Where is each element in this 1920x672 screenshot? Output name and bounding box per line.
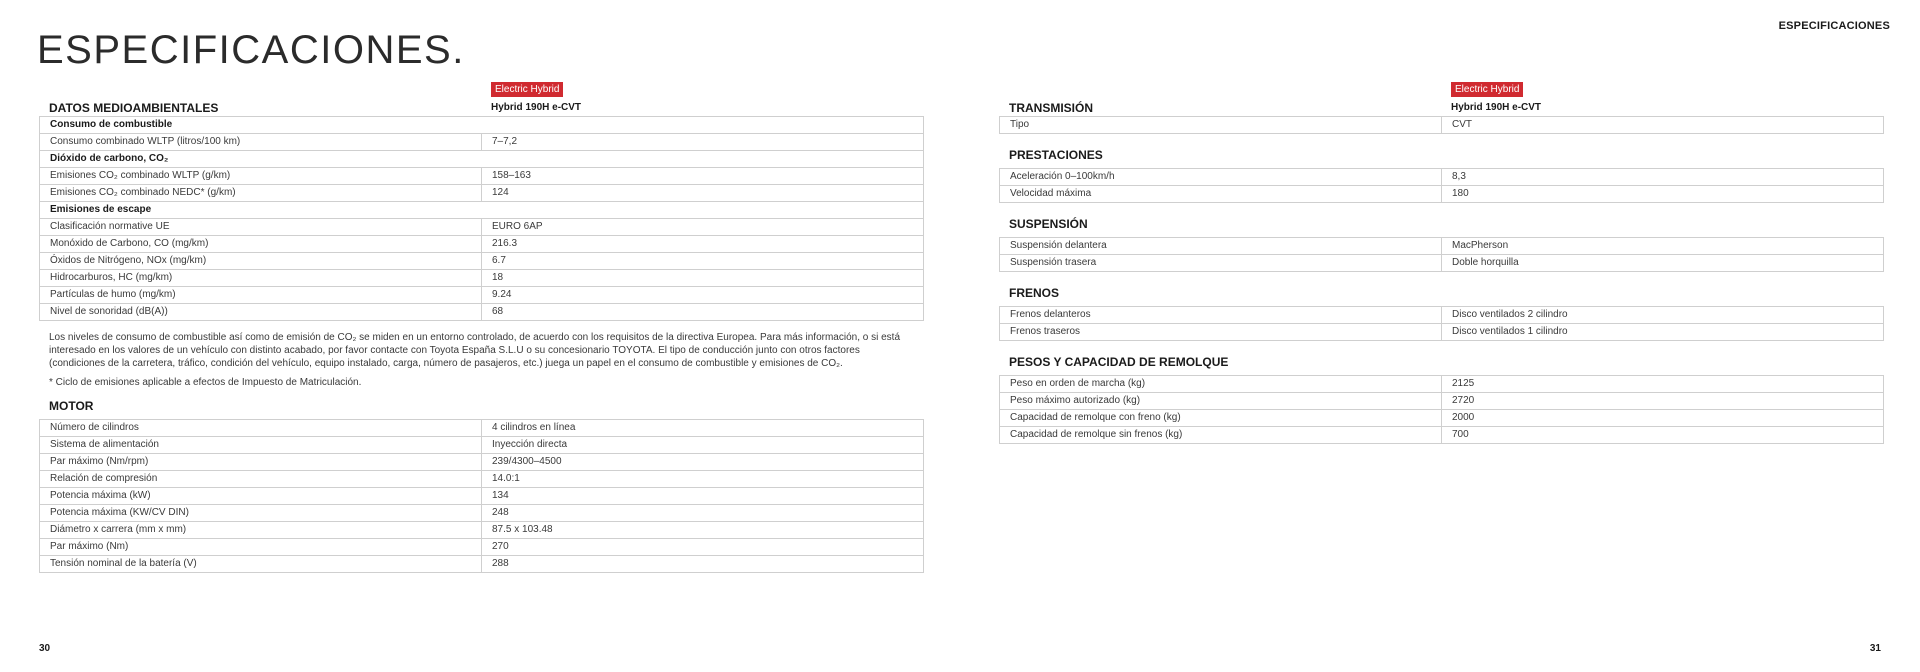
table-row <box>40 134 924 151</box>
spec-value: 216.3 <box>482 236 924 253</box>
page-title: ESPECIFICACIONES. <box>37 28 465 72</box>
spec-label: Relación de compresión <box>40 471 482 488</box>
spec-value: 7–7,2 <box>482 134 924 151</box>
spec-label: Potencia máxima (KW/CV DIN) <box>40 505 482 522</box>
table-row <box>1000 169 1884 186</box>
spec-label: Consumo combinado WLTP (litros/100 km) <box>40 134 482 151</box>
table-subheader-row <box>40 151 924 168</box>
table-row <box>40 253 924 270</box>
section-title-performance: PRESTACIONES <box>1009 148 1103 162</box>
spec-value: 288 <box>482 556 924 573</box>
spec-label: Emisiones CO₂ combinado WLTP (g/km) <box>40 168 482 185</box>
variant-label: Hybrid 190H e-CVT <box>1451 102 1542 113</box>
spec-label: Partículas de humo (mg/km) <box>40 287 482 304</box>
spec-label: Diámetro x carrera (mm x mm) <box>40 522 482 539</box>
spec-label: Suspensión trasera <box>1000 255 1442 272</box>
table-row <box>1000 376 1884 393</box>
spec-label: Nivel de sonoridad (dB(A)) <box>40 304 482 321</box>
environmental-header <box>39 82 924 116</box>
spec-value: 248 <box>482 505 924 522</box>
spec-label: Clasificación normative UE <box>40 219 482 236</box>
left-page <box>39 82 924 573</box>
spec-label: Frenos traseros <box>1000 324 1442 341</box>
weights-table <box>999 375 1884 444</box>
table-row <box>40 270 924 287</box>
nedc-footnote: * Ciclo de emisiones aplicable a efectos de Impuesto de Matriculación. <box>49 377 362 388</box>
table-row <box>1000 117 1884 134</box>
electric-hybrid-badge: Electric Hybrid <box>491 82 563 97</box>
spec-value: 9.24 <box>482 287 924 304</box>
spec-label: Tensión nominal de la batería (V) <box>40 556 482 573</box>
spec-value: 700 <box>1442 427 1884 444</box>
right-page <box>999 82 1884 444</box>
spec-value: CVT <box>1442 117 1884 134</box>
section-title-transmission: TRANSMISIÓN <box>1009 101 1093 115</box>
weights-section <box>999 355 1884 444</box>
suspension-table <box>999 237 1884 272</box>
suspension-section <box>999 217 1884 272</box>
variant-label: Hybrid 190H e-CVT <box>491 102 582 113</box>
section-title-suspension: SUSPENSIÓN <box>1009 217 1088 231</box>
spec-value: 87.5 x 103.48 <box>482 522 924 539</box>
table-row <box>40 488 924 505</box>
spec-value: 14.0:1 <box>482 471 924 488</box>
spec-value: 68 <box>482 304 924 321</box>
table-row <box>40 522 924 539</box>
table-row <box>40 185 924 202</box>
spec-label: Suspensión delantera <box>1000 238 1442 255</box>
spec-label: Óxidos de Nitrógeno, NOx (mg/km) <box>40 253 482 270</box>
page-number-right: 31 <box>1869 643 1881 654</box>
table-row <box>40 505 924 522</box>
brakes-section <box>999 286 1884 341</box>
table-row <box>1000 255 1884 272</box>
subheader-label: Emisiones de escape <box>40 202 924 219</box>
spec-label: Monóxido de Carbono, CO (mg/km) <box>40 236 482 253</box>
brakes-table <box>999 306 1884 341</box>
table-row <box>1000 186 1884 203</box>
spec-label: Hidrocarburos, HC (mg/km) <box>40 270 482 287</box>
electric-hybrid-badge: Electric Hybrid <box>1451 82 1523 97</box>
performance-table <box>999 168 1884 203</box>
table-row <box>40 556 924 573</box>
page-number-left: 30 <box>39 643 51 654</box>
environmental-table <box>39 116 924 321</box>
spec-value: Doble horquilla <box>1442 255 1884 272</box>
table-row <box>1000 393 1884 410</box>
table-row <box>40 304 924 321</box>
table-row <box>40 236 924 253</box>
table-row <box>40 437 924 454</box>
spec-value: 6.7 <box>482 253 924 270</box>
spec-label: Tipo <box>1000 117 1442 134</box>
spec-value: 2125 <box>1442 376 1884 393</box>
spec-value: MacPherson <box>1442 238 1884 255</box>
spec-label: Frenos delanteros <box>1000 307 1442 324</box>
spec-label: Emisiones CO₂ combinado NEDC* (g/km) <box>40 185 482 202</box>
spec-value: 2720 <box>1442 393 1884 410</box>
spec-value: 124 <box>482 185 924 202</box>
spec-value: Inyección directa <box>482 437 924 454</box>
spec-value: 4 cilindros en línea <box>482 420 924 437</box>
transmission-header <box>999 82 1884 116</box>
spec-value: 134 <box>482 488 924 505</box>
motor-table <box>39 419 924 573</box>
table-row <box>40 471 924 488</box>
spec-label: Aceleración 0–100km/h <box>1000 169 1442 186</box>
spec-label: Peso en orden de marcha (kg) <box>1000 376 1442 393</box>
spec-label: Capacidad de remolque sin frenos (kg) <box>1000 427 1442 444</box>
spec-label: Sistema de alimentación <box>40 437 482 454</box>
subheader-label: Consumo de combustible <box>40 117 924 134</box>
spec-value: 239/4300–4500 <box>482 454 924 471</box>
table-row <box>40 219 924 236</box>
spec-label: Número de cilindros <box>40 420 482 437</box>
notes <box>49 331 914 389</box>
section-header-label: ESPECIFICACIONES <box>1778 20 1890 32</box>
transmission-table <box>999 116 1884 134</box>
spec-value: EURO 6AP <box>482 219 924 236</box>
spec-label: Peso máximo autorizado (kg) <box>1000 393 1442 410</box>
spec-value: 270 <box>482 539 924 556</box>
section-title-environmental: DATOS MEDIOAMBIENTALES <box>49 101 219 115</box>
spec-value: Disco ventilados 1 cilindro <box>1442 324 1884 341</box>
table-row <box>1000 427 1884 444</box>
table-row <box>1000 238 1884 255</box>
table-row <box>40 454 924 471</box>
spec-value: 18 <box>482 270 924 287</box>
section-title-motor: MOTOR <box>49 399 94 413</box>
table-subheader-row <box>40 117 924 134</box>
spec-label: Par máximo (Nm/rpm) <box>40 454 482 471</box>
subheader-label: Dióxido de carbono, CO₂ <box>40 151 924 168</box>
spec-label: Par máximo (Nm) <box>40 539 482 556</box>
table-row <box>40 168 924 185</box>
table-row <box>1000 410 1884 427</box>
table-row <box>40 539 924 556</box>
table-row <box>40 287 924 304</box>
section-title-weights: PESOS Y CAPACIDAD DE REMOLQUE <box>1009 355 1229 369</box>
spec-label: Capacidad de remolque con freno (kg) <box>1000 410 1442 427</box>
table-row <box>1000 307 1884 324</box>
table-row <box>1000 324 1884 341</box>
spec-value: 158–163 <box>482 168 924 185</box>
section-title-brakes: FRENOS <box>1009 286 1060 300</box>
spec-value: 8,3 <box>1442 169 1884 186</box>
spec-value: 2000 <box>1442 410 1884 427</box>
spec-value: 180 <box>1442 186 1884 203</box>
table-row <box>40 420 924 437</box>
spec-label: Potencia máxima (kW) <box>40 488 482 505</box>
performance-section <box>999 148 1884 203</box>
emissions-note: Los niveles de consumo de combustible así como de emisión de CO₂ se miden en un entorno controlado, de acuerdo con los requisitos de la directiva Europea. Para más información, o si está interesado en los valores de un vehículo con distinto acabado, por favor contacte con Toyota España S.L.U o su concesionario TOYOTA. El tipo de conducción junto con otros factores (condiciones de la carretera, tráfico, condición del vehículo, equipo instalado, carga, número de pasajeros, etc.) juega un papel en el consumo de combustible y emisiones de CO₂. <box>49 332 901 369</box>
spec-value: Disco ventilados 2 cilindro <box>1442 307 1884 324</box>
table-subheader-row <box>40 202 924 219</box>
spec-label: Velocidad máxima <box>1000 186 1442 203</box>
